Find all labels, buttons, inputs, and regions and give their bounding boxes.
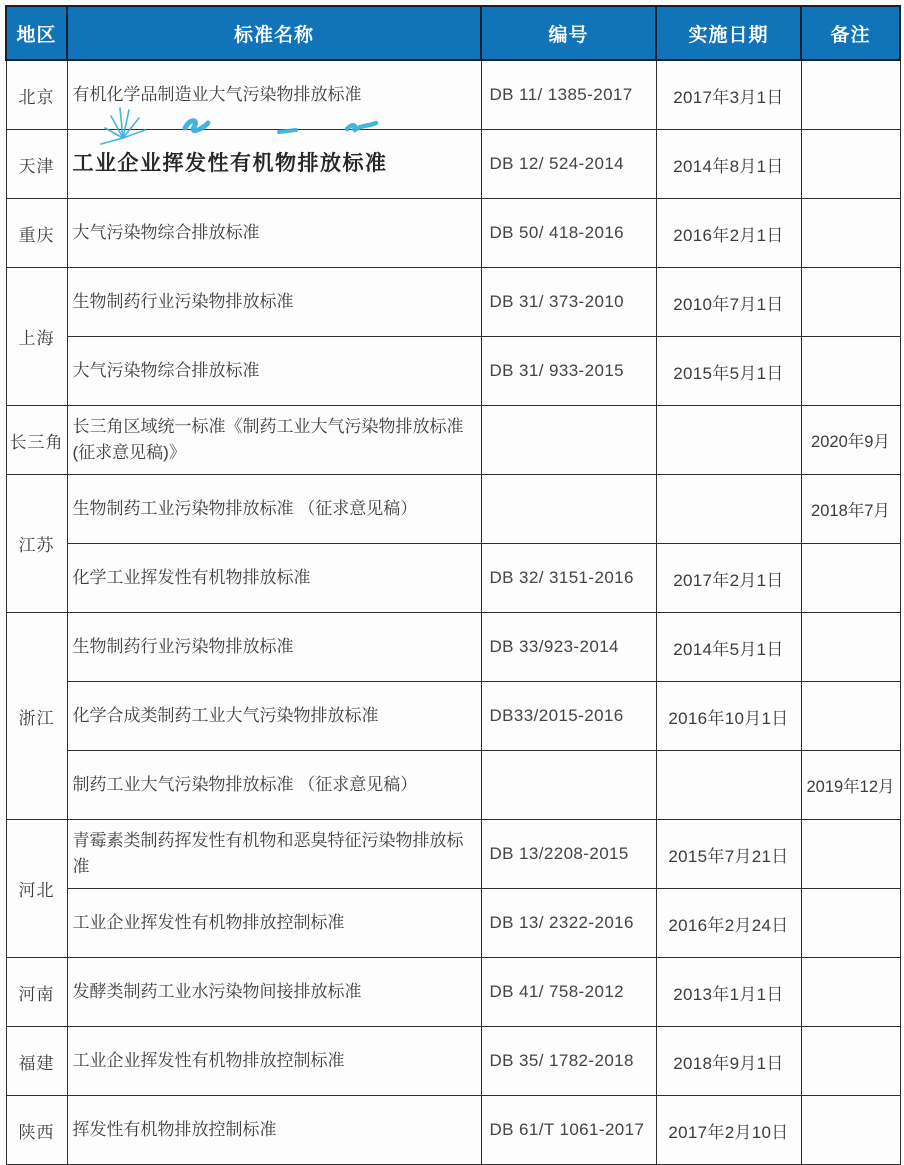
date-cell: 2014年5月1日 (656, 613, 801, 682)
standard-name-cell: 大气污染物综合排放标准 (67, 337, 481, 406)
standard-name-cell: 有机化学品制造业大气污染物排放标准 (67, 60, 481, 130)
regional-standards-table (5, 5, 901, 1165)
standard-name-cell: 挥发性有机物排放控制标准 (67, 1096, 481, 1165)
note-cell: 2018年7月 (801, 475, 900, 544)
column-header-1: 标准名称 (67, 6, 481, 60)
column-header-0: 地区 (6, 6, 67, 60)
date-cell: 2016年10月1日 (656, 682, 801, 751)
standard-name-cell: 化学合成类制药工业大气污染物排放标准 (67, 682, 481, 751)
code-cell: DB 35/ 1782-2018 (481, 1027, 656, 1096)
note-cell (801, 1027, 900, 1096)
date-cell: 2017年2月1日 (656, 544, 801, 613)
standard-name-cell: 化学工业挥发性有机物排放标准 (67, 544, 481, 613)
code-cell (481, 406, 656, 475)
table-row (6, 613, 900, 682)
table-row (6, 958, 900, 1027)
note-cell: 2019年12月 (801, 751, 900, 820)
table-row (6, 268, 900, 337)
note-cell (801, 958, 900, 1027)
note-cell (801, 1096, 900, 1165)
table-header-row (6, 6, 900, 60)
date-cell: 2015年5月1日 (656, 337, 801, 406)
note-cell: 2020年9月 (801, 406, 900, 475)
date-cell: 2010年7月1日 (656, 268, 801, 337)
code-cell: DB 31/ 933-2015 (481, 337, 656, 406)
code-cell (481, 751, 656, 820)
code-cell: DB 50/ 418-2016 (481, 199, 656, 268)
table-row (6, 199, 900, 268)
region-cell: 重庆 (6, 199, 67, 268)
code-cell (481, 475, 656, 544)
table-row (6, 337, 900, 406)
table-row (6, 889, 900, 958)
date-cell (656, 475, 801, 544)
standard-name-cell: 生物制药行业污染物排放标准 (67, 268, 481, 337)
region-cell: 陕西 (6, 1096, 67, 1165)
standard-name-cell: 工业企业挥发性有机物排放控制标准 (67, 889, 481, 958)
standard-name-cell: 青霉素类制药挥发性有机物和恶臭特征污染物排放标准 (67, 820, 481, 889)
date-cell: 2014年8月1日 (656, 130, 801, 199)
note-cell (801, 130, 900, 199)
region-cell: 北京 (6, 60, 67, 130)
table-row (6, 544, 900, 613)
column-header-4: 备注 (801, 6, 900, 60)
region-cell: 河南 (6, 958, 67, 1027)
standard-name-cell: 制药工业大气污染物排放标准 （征求意见稿） (67, 751, 481, 820)
table-row (6, 1096, 900, 1165)
note-cell (801, 889, 900, 958)
table-row (6, 1027, 900, 1096)
table-row (6, 475, 900, 544)
note-cell (801, 337, 900, 406)
date-cell: 2018年9月1日 (656, 1027, 801, 1096)
table-row (6, 406, 900, 475)
column-header-3: 实施日期 (656, 6, 801, 60)
standard-name-cell: 工业企业挥发性有机物排放标准 (67, 130, 481, 199)
table-body (6, 60, 900, 1165)
date-cell: 2013年1月1日 (656, 958, 801, 1027)
code-cell: DB 32/ 3151-2016 (481, 544, 656, 613)
date-cell: 2016年2月24日 (656, 889, 801, 958)
column-header-2: 编号 (481, 6, 656, 60)
note-cell (801, 682, 900, 751)
note-cell (801, 820, 900, 889)
code-cell: DB 61/T 1061-2017 (481, 1096, 656, 1165)
table-row (6, 60, 900, 130)
note-cell (801, 613, 900, 682)
note-cell (801, 544, 900, 613)
code-cell: DB 41/ 758-2012 (481, 958, 656, 1027)
standard-name-cell: 发酵类制药工业水污染物间接排放标准 (67, 958, 481, 1027)
note-cell (801, 199, 900, 268)
region-cell: 河北 (6, 820, 67, 958)
code-cell: DB 11/ 1385-2017 (481, 60, 656, 130)
date-cell: 2016年2月1日 (656, 199, 801, 268)
code-cell: DB33/2015-2016 (481, 682, 656, 751)
standard-name-cell: 大气污染物综合排放标准 (67, 199, 481, 268)
date-cell (656, 406, 801, 475)
standard-name-cell: 生物制药工业污染物排放标准 （征求意见稿） (67, 475, 481, 544)
date-cell (656, 751, 801, 820)
code-cell: DB 13/2208-2015 (481, 820, 656, 889)
note-cell (801, 60, 900, 130)
standard-name-cell: 生物制药行业污染物排放标准 (67, 613, 481, 682)
region-cell: 长三角 (6, 406, 67, 475)
date-cell: 2015年7月21日 (656, 820, 801, 889)
standard-name-cell: 长三角区域统一标准《制药工业大气污染物排放标准(征求意见稿)》 (67, 406, 481, 475)
table-row (6, 820, 900, 889)
code-cell: DB 31/ 373-2010 (481, 268, 656, 337)
region-cell: 江苏 (6, 475, 67, 613)
note-cell (801, 268, 900, 337)
table-row (6, 130, 900, 199)
date-cell: 2017年3月1日 (656, 60, 801, 130)
table-row (6, 751, 900, 820)
region-cell: 上海 (6, 268, 67, 406)
region-cell: 福建 (6, 1027, 67, 1096)
code-cell: DB 13/ 2322-2016 (481, 889, 656, 958)
standard-name-cell: 工业企业挥发性有机物排放控制标准 (67, 1027, 481, 1096)
code-cell: DB 33/923-2014 (481, 613, 656, 682)
region-cell: 浙江 (6, 613, 67, 820)
date-cell: 2017年2月10日 (656, 1096, 801, 1165)
code-cell: DB 12/ 524-2014 (481, 130, 656, 199)
region-cell: 天津 (6, 130, 67, 199)
table-row (6, 682, 900, 751)
